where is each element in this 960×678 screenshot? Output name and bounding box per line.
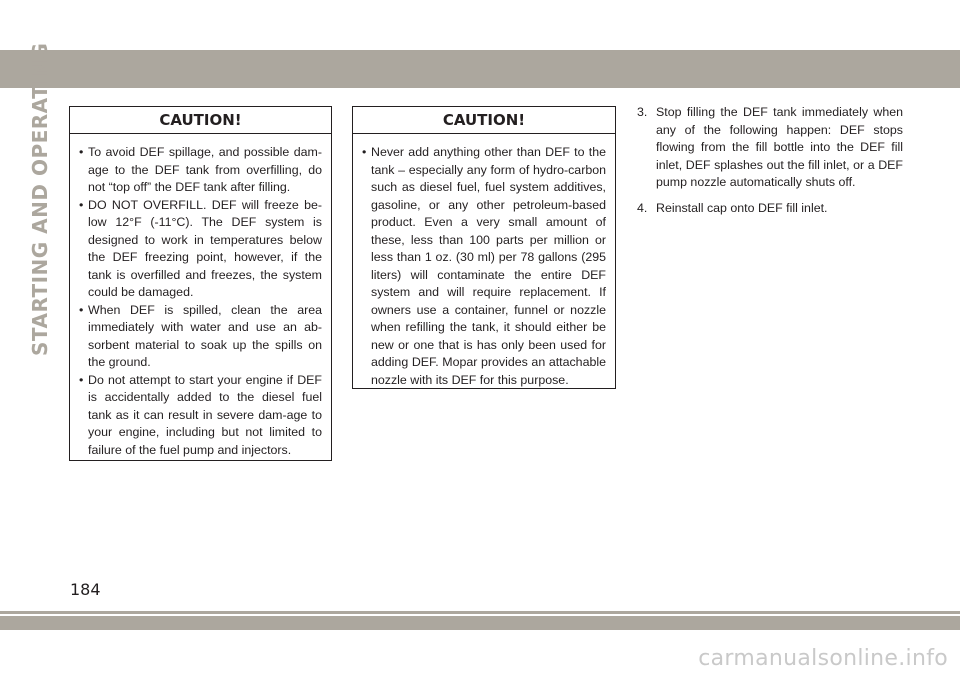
watermark: carmanualsonline.info bbox=[698, 646, 948, 671]
caution-item: • Do not attempt to start your engine if DEF is accidentally added to the diesel fuel tank as it can result in severe dam-age to your engine, including but not limited to failure of the fuel pump and injectors. bbox=[79, 372, 322, 460]
step-item bbox=[637, 104, 903, 192]
step-text: Stop filling the DEF tank immediately when any of the following happen: DEF stops flowing from the fill bottle into the DEF fill inlet, DEF splashes out the fill inlet, or a DEF pump nozzle automatically shuts off. bbox=[656, 105, 903, 189]
caution-item: • To avoid DEF spillage, and possible dam-age to the DEF tank from overfilling, do not “top off” the DEF tank after filling. bbox=[79, 144, 322, 197]
page-number: 184 bbox=[70, 580, 101, 599]
caution-box-left bbox=[69, 106, 332, 461]
instruction-steps bbox=[637, 104, 903, 225]
caution-item: • DO NOT OVERFILL. DEF will freeze be-low 12°F (-11°C). The DEF system is designed to work in temperatures below the DEF freezing point, however, if the tank is overfilled and freezes, the system could be damaged. bbox=[79, 197, 322, 302]
step-item bbox=[637, 200, 903, 218]
header-band bbox=[0, 50, 960, 88]
section-title: STARTING AND OPERATING bbox=[28, 42, 52, 356]
step-number: 4. bbox=[637, 200, 648, 215]
step-text: Reinstall cap onto DEF fill inlet. bbox=[656, 200, 828, 215]
caution-item: • When DEF is spilled, clean the area immediately with water and use an ab-sorbent material to soak up the spills on the ground. bbox=[79, 302, 322, 372]
caution-list bbox=[353, 134, 615, 389]
caution-list bbox=[70, 134, 331, 459]
footer-band bbox=[0, 616, 960, 630]
footer-rule bbox=[0, 611, 960, 614]
caution-heading: CAUTION! bbox=[70, 107, 331, 134]
caution-heading: CAUTION! bbox=[353, 107, 615, 134]
caution-box-right bbox=[352, 106, 616, 389]
caution-item: • Never add anything other than DEF to the tank – especially any form of hydro-carbon such as diesel fuel, fuel system additives, gasoline, or any other petroleum-based product. Even a very small amount of these, less than 100 parts per million or less than 1 oz. (30 ml) per 78 gallons (295 liters) will contaminate the entire DEF system and will require replacement. If owners use a container, funnel or nozzle when refilling the tank, it should either be new or one that is has only been used for adding DEF. Mopar provides an attachable nozzle with its DEF for this purpose. bbox=[362, 144, 606, 389]
step-number: 3. bbox=[637, 105, 648, 119]
